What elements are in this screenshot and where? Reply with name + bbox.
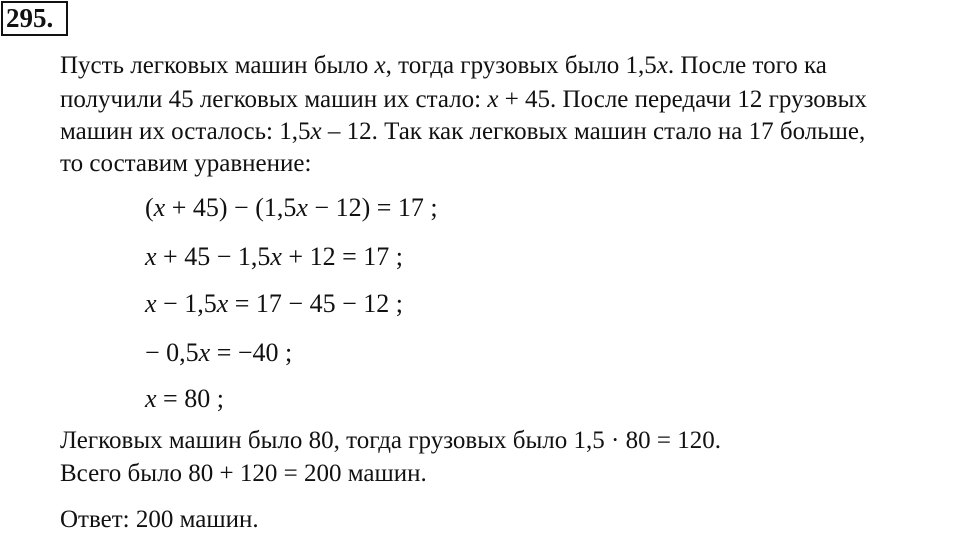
solution-line-3 xyxy=(60,117,865,147)
variable-x: x xyxy=(656,52,668,79)
text-run: получили 45 легковых машин их стало: xyxy=(60,86,488,113)
solution-line-1 xyxy=(60,51,827,81)
answer-line: Ответ: 200 машин. xyxy=(60,506,259,533)
text-run: . После того ка xyxy=(667,52,827,79)
equation-5 xyxy=(145,384,224,414)
variable-x: x xyxy=(198,338,211,367)
text-run: Пусть легковых машин было xyxy=(60,52,375,79)
variable-x: x xyxy=(145,242,157,271)
equation-3 xyxy=(145,289,403,319)
text-run: + 45) − (1,5 xyxy=(165,193,297,222)
text-run: – 12. Так как легковых машин стало на 17 больше, xyxy=(321,118,866,145)
conclusion-line-1: Легковых машин было 80, тогда грузовых было 1,5 · 80 = 120. xyxy=(60,427,721,454)
text-run: = −40 ; xyxy=(210,338,293,367)
text-run: − 1,5 xyxy=(156,289,217,318)
equation-4 xyxy=(145,338,292,368)
text-run: = 17 − 45 − 12 ; xyxy=(228,289,403,318)
variable-x: x xyxy=(145,384,157,413)
text-run: + 45. После передачи 12 грузовых xyxy=(498,86,867,113)
text-run: то составим уравнение: xyxy=(60,150,312,177)
variable-x: x xyxy=(270,242,282,271)
text-run: машин их осталось: 1,5 xyxy=(60,118,311,145)
text-run: + 45 − 1,5 xyxy=(156,242,271,271)
text-run: − 0,5 xyxy=(145,338,199,367)
text-run: , тогда грузовых было 1,5 xyxy=(385,52,657,79)
solution-line-2 xyxy=(60,85,867,115)
variable-x: x xyxy=(296,193,308,222)
text-run: + 12 = 17 ; xyxy=(281,242,403,271)
variable-x: x xyxy=(310,118,322,145)
text-run: − 12) = 17 ; xyxy=(307,193,438,222)
text-run: ( xyxy=(145,193,154,222)
variable-x: x xyxy=(153,193,166,222)
variable-x: x xyxy=(145,289,157,318)
equation-1 xyxy=(145,193,438,223)
equation-2 xyxy=(145,242,403,272)
conclusion-line-2: Всего было 80 + 120 = 200 машин. xyxy=(60,460,427,487)
solution-line-4 xyxy=(60,149,311,179)
variable-x: x xyxy=(374,52,386,79)
variable-x: x xyxy=(487,86,499,113)
variable-x: x xyxy=(216,289,229,318)
problem-number: 295. xyxy=(1,1,68,36)
text-run: = 80 ; xyxy=(156,384,224,413)
